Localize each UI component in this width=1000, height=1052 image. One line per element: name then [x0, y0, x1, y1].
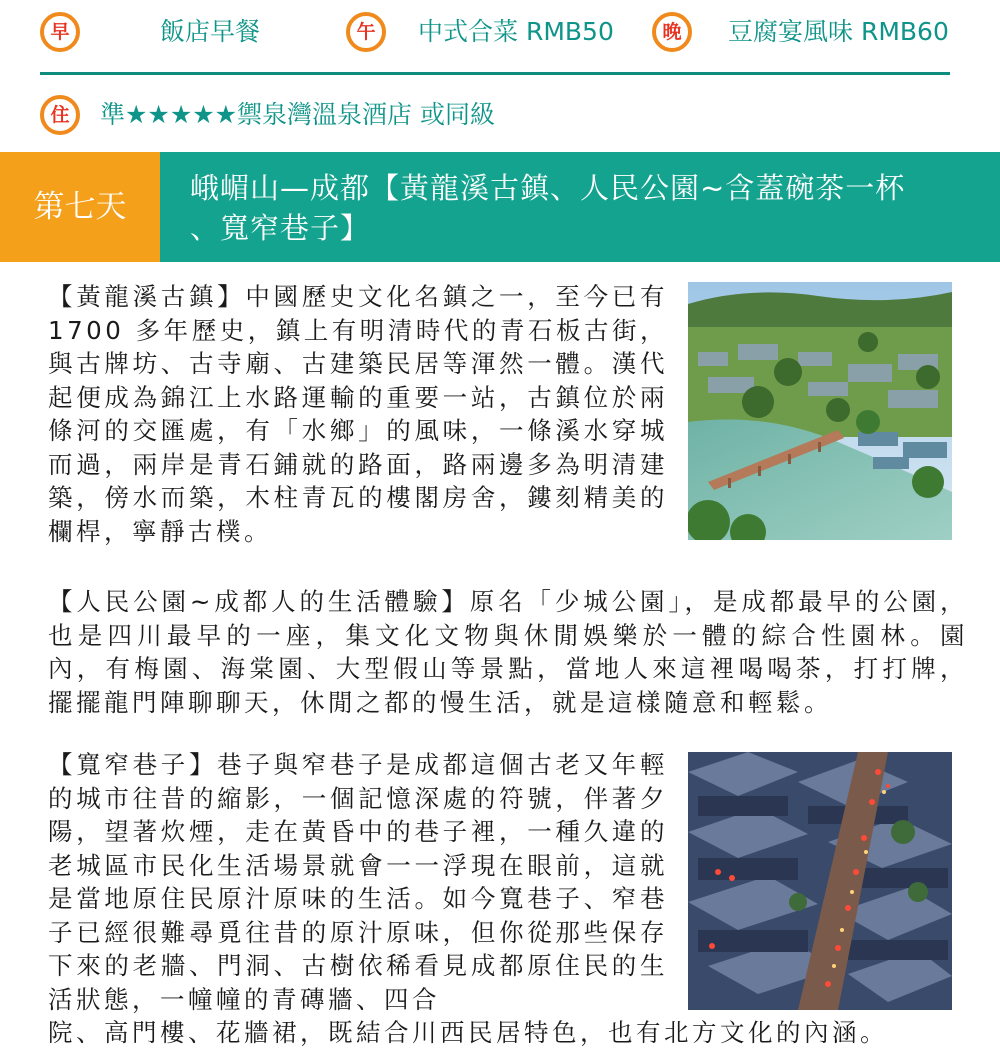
lunch-text: 中式合菜 RMB50: [418, 17, 614, 46]
huanglongxi-paragraph: 【黃龍溪古鎮】中國歷史文化名鎮之一，至今已有 1700 多年歷史，鎮上有明清時代的青石板古街，與古牌坊、古寺廟、古建築民居等渾然一體。漢代起便成為錦江上水路運輸的重要一站，古鎮位於兩條河的交匯處，有「水鄉」的風味，一條溪水穿城而過，兩岸是青石鋪就的路面，路兩邊多為明清建築，傍水而築，木柱青瓦的樓閣房舍，鏤刻精美的欄桿，寧靜古樸。: [48, 282, 668, 546]
day-title-bar: [160, 152, 1000, 262]
day-title-line-2: 、寬窄巷子】: [190, 211, 371, 245]
lunch-badge-icon: 午: [346, 12, 386, 52]
dinner-badge-icon: 晚: [652, 12, 692, 52]
meals-row: [0, 0, 1000, 78]
day-title: [190, 168, 990, 248]
divider-line: [40, 72, 950, 75]
day-label: 第七天: [0, 152, 160, 262]
breakfast-text: 飯店早餐: [160, 17, 261, 46]
kuanzhai-paragraph-tail: 院、高門樓、花牆裙，既結合川西民居特色，也有北方文化的內涵。: [48, 1018, 888, 1047]
kuanzhai-paragraph: 【寬窄巷子】巷子與窄巷子是成都這個古老又年輕的城市往昔的縮影，一個記憶深處的符號，伴著夕陽，望著炊煙，走在黃昏中的巷子裡，一種久違的老城區市民化生活場景就會一一浮現在眼前，這就是當地原住民原汁原味的生活。如今寬巷子、窄巷子已經很難尋覓往昔的原汁原味，但你從那些保存下來的老牆、門洞、古樹依稀看見成都原住民的生活狀態，一幢幢的青磚牆、四合: [48, 750, 668, 1014]
dinner-text: 豆腐宴風味 RMB60: [728, 17, 949, 46]
kuanzhai-alley-photo: [688, 752, 952, 1010]
hotel-text: 準★★★★★禦泉灣溫泉酒店 或同級: [100, 100, 496, 129]
day-title-line-1: 峨嵋山—成都【黃龍溪古鎮、人民公園~含蓋碗茶一杯: [190, 171, 906, 205]
hotel-badge-icon: 住: [40, 95, 80, 135]
renmin-park-paragraph: 【人民公園~成都人的生活體驗】原名「少城公園」，是成都最早的公園，也是四川最早的一座，集文化文物與休閒娛樂於一體的綜合性園林。園內，有梅園、海棠園、大型假山等景點，當地人來這裡喝喝茶，打打牌，擺擺龍門陣聊聊天，休閒之都的慢生活，就是這樣隨意和輕鬆。: [48, 587, 968, 717]
breakfast-badge-icon: 早: [40, 12, 80, 52]
huanglongxi-town-photo: [688, 282, 952, 540]
